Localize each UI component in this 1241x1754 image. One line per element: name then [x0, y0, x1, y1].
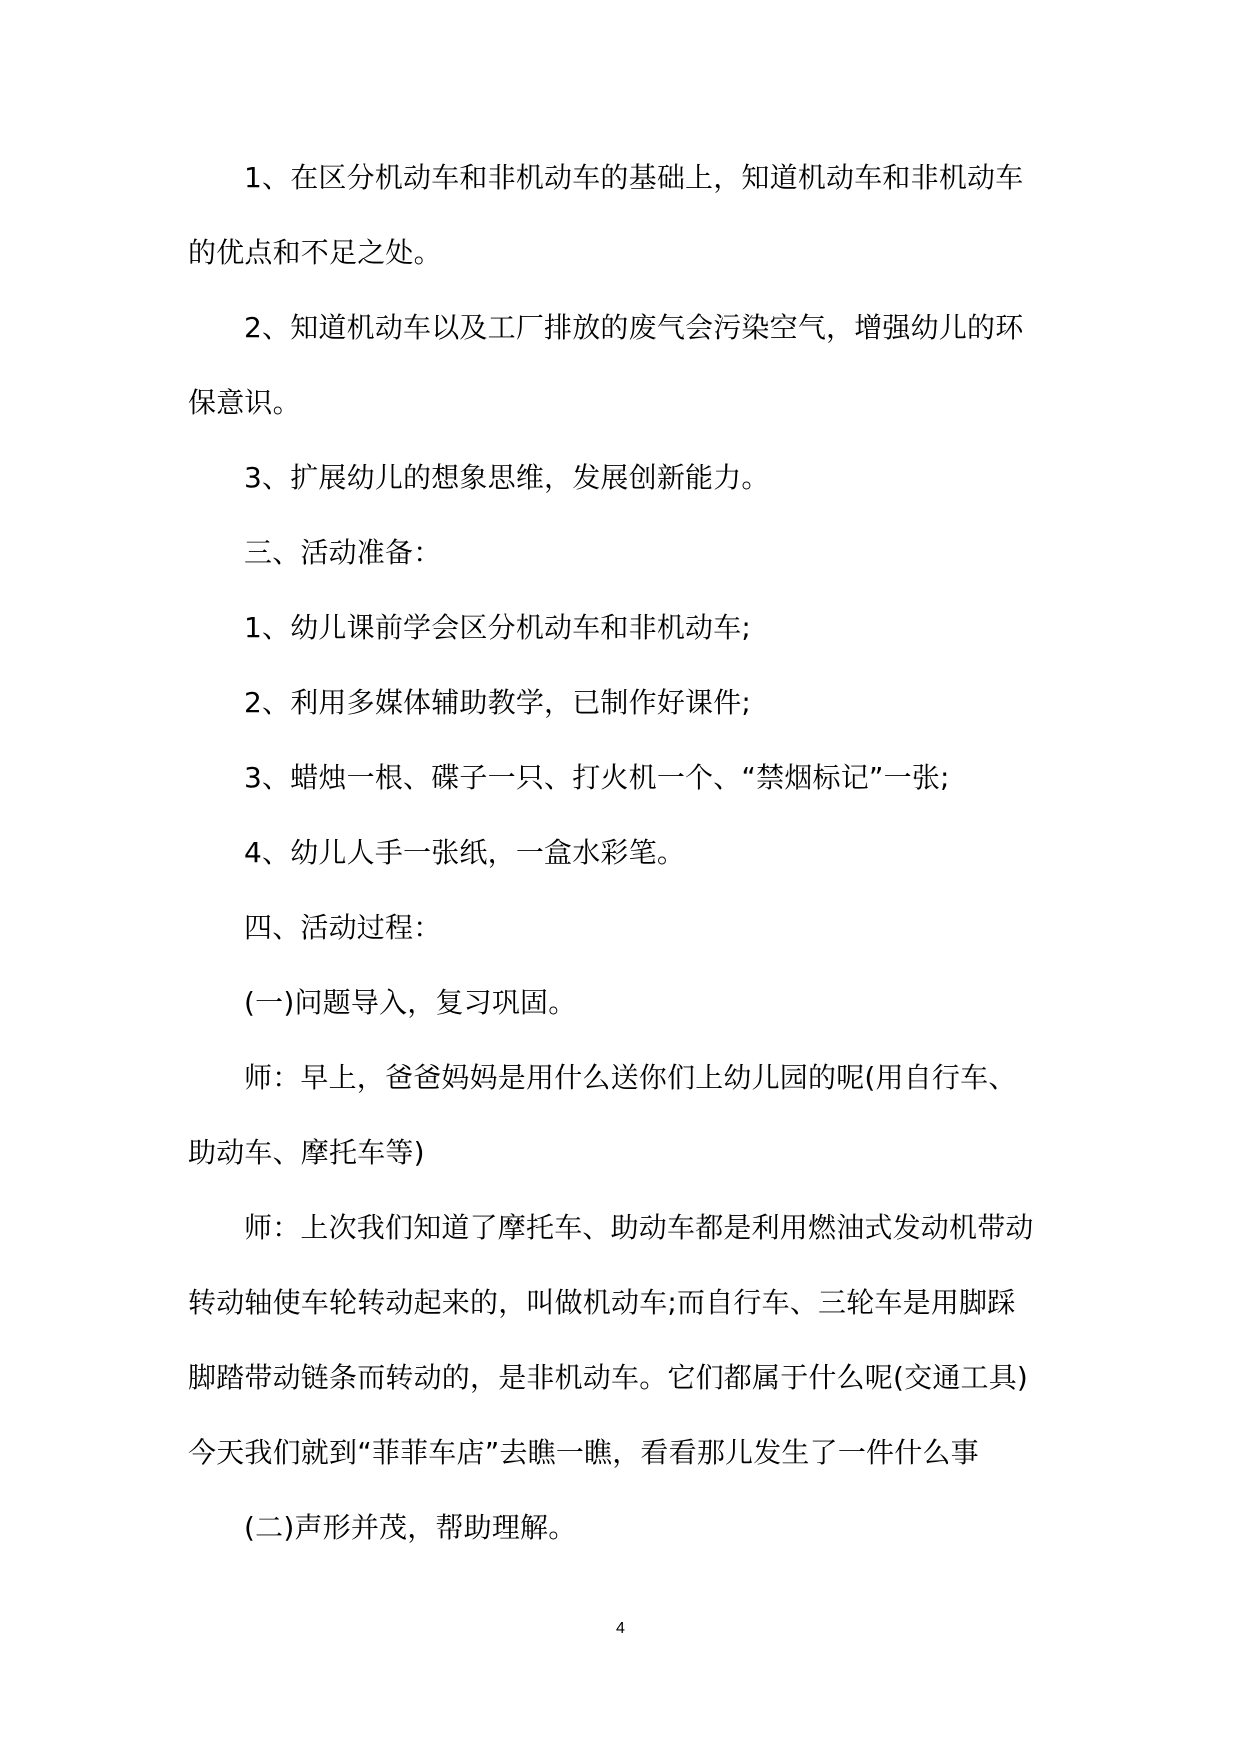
text-line: 师：上次我们知道了摩托车、助动车都是利用燃油式发动机带动: [244, 1211, 1034, 1244]
text-line: 四、活动过程：: [244, 911, 442, 944]
paragraph-dialogue-1: [188, 1040, 1054, 1190]
subsection-heading-1: [188, 965, 1054, 1040]
text-line: 今天我们就到“菲菲车店”去瞧一瞧，看看那儿发生了一件什么事: [188, 1436, 979, 1469]
paragraph-goal-3: [188, 440, 1054, 515]
text-line: 助动车、摩托车等): [188, 1136, 425, 1169]
paragraph-prep-4: [188, 815, 1054, 890]
text-line: 1、幼儿课前学会区分机动车和非机动车;: [244, 611, 752, 644]
text-line: 的优点和不足之处。: [188, 236, 442, 269]
paragraph-dialogue-2: [188, 1190, 1054, 1490]
text-line: 4、幼儿人手一张纸，一盒水彩笔。: [244, 836, 686, 869]
text-line: 2、知道机动车以及工厂排放的废气会污染空气，增强幼儿的环: [244, 311, 1024, 344]
text-line: 转动轴使车轮转动起来的，叫做机动车;而自行车、三轮车是用脚踩: [188, 1286, 1016, 1319]
paragraph-prep-3: [188, 740, 1054, 815]
paragraph-prep-1: [188, 590, 1054, 665]
text-line: 师：早上，爸爸妈妈是用什么送你们上幼儿园的呢(用自行车、: [244, 1061, 1017, 1094]
section-heading-process: [188, 890, 1054, 965]
page-number: 4: [616, 1620, 625, 1637]
document-body: [188, 140, 1054, 1565]
text-line: 1、在区分机动车和非机动车的基础上，知道机动车和非机动车: [244, 161, 1024, 194]
text-line: 三、活动准备：: [244, 536, 442, 569]
subsection-heading-2: [188, 1490, 1054, 1565]
paragraph-goal-1: [188, 140, 1054, 290]
section-heading-preparation: [188, 515, 1054, 590]
text-line: (一)问题导入，复习巩固。: [244, 986, 577, 1019]
text-line: 保意识。: [188, 386, 301, 419]
text-line: (二)声形并茂，帮助理解。: [244, 1511, 577, 1544]
paragraph-goal-2: [188, 290, 1054, 440]
text-line: 3、扩展幼儿的想象思维，发展创新能力。: [244, 461, 770, 494]
text-line: 脚踏带动链条而转动的，是非机动车。它们都属于什么呢(交通工具): [188, 1361, 1029, 1394]
text-line: 2、利用多媒体辅助教学，已制作好课件;: [244, 686, 752, 719]
text-line: 3、蜡烛一根、碟子一只、打火机一个、“禁烟标记”一张;: [244, 761, 950, 794]
paragraph-prep-2: [188, 665, 1054, 740]
